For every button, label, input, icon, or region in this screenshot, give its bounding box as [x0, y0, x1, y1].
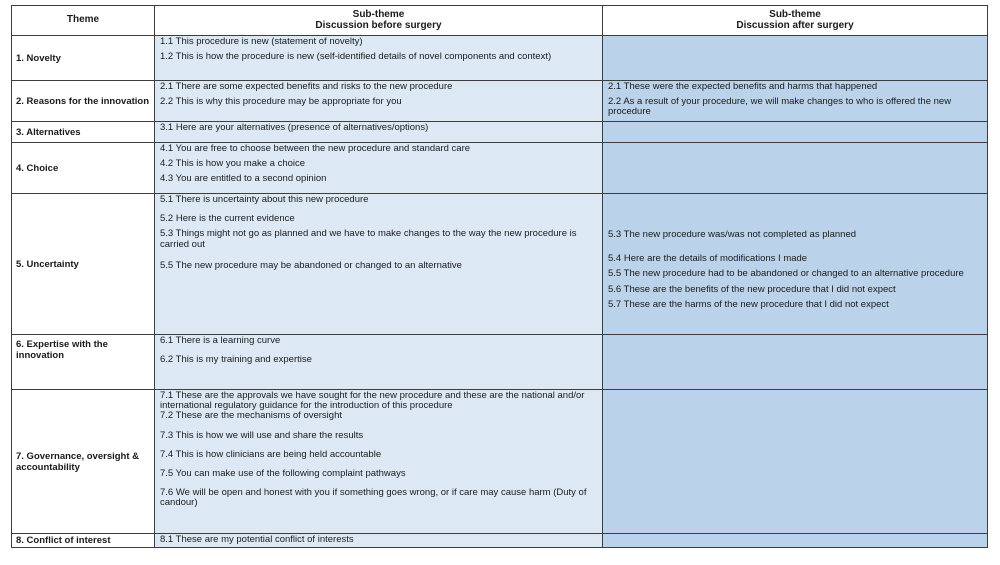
subtheme-item: 2.2 As a result of your procedure, we will make changes to who is offered the new procedure: [608, 96, 952, 118]
before-cell: [155, 143, 603, 194]
subtheme-item: 6.2 This is my training and expertise: [160, 354, 312, 366]
table-row: [12, 36, 988, 81]
after-cell: [603, 194, 988, 335]
before-cell: [155, 335, 603, 390]
subtheme-item: 6.1 There is a learning curve: [160, 335, 281, 346]
subtheme-item: 5.3 Things might not go as planned and we have to make changes to the way the new procedure is carried out: [160, 228, 577, 250]
header-before-surgery: [155, 6, 603, 36]
theme-cell: 4. Choice: [12, 143, 155, 194]
theme-cell: 2. Reasons for the innovation: [12, 81, 155, 122]
after-cell: [603, 81, 988, 122]
subtheme-item: 4.2 This is how you make a choice: [160, 158, 306, 170]
subtheme-item: 7.6 We will be open and honest with you if something goes wrong, or if care may cause harm (Duty of candour): [160, 487, 587, 509]
theme-cell: 3. Alternatives: [12, 122, 155, 143]
before-cell: [155, 390, 603, 534]
header-before-line2: Discussion before surgery: [315, 20, 442, 31]
table-row: [12, 143, 988, 194]
header-after-surgery: [603, 6, 988, 36]
before-cell: [155, 194, 603, 335]
subtheme-item: 7.4 This is how clinicians are being held accountable: [160, 448, 382, 460]
header-row: [12, 6, 988, 36]
header-after-line1: Sub-theme: [769, 9, 821, 20]
subtheme-item: 5.2 Here is the current evidence: [160, 213, 295, 225]
subtheme-item: 5.4 Here are the details of modifications I made: [608, 253, 808, 265]
subtheme-item: 3.1 Here are your alternatives (presence of alternatives/options): [160, 122, 429, 133]
subtheme-item: 7.2 These are the mechanisms of oversight: [160, 410, 343, 422]
subtheme-item: 2.2 This is why this procedure may be appropriate for you: [160, 96, 402, 108]
table-row: [12, 390, 988, 534]
before-cell: [155, 122, 603, 143]
header-before-line1: Sub-theme: [352, 9, 405, 20]
before-cell: [155, 534, 603, 548]
theme-cell: 5. Uncertainty: [12, 194, 155, 335]
table-row: [12, 534, 988, 548]
theme-cell: 7. Governance, oversight & accountability: [12, 390, 155, 534]
theme-cell: 1. Novelty: [12, 36, 155, 81]
subtheme-item: 2.1 There are some expected benefits and risks to the new procedure: [160, 81, 453, 92]
after-cell: [603, 335, 988, 390]
header-theme: Theme: [12, 6, 155, 36]
subtheme-item: 5.3 The new procedure was/was not completed as planned: [608, 229, 857, 240]
subtheme-item: 7.1 These are the approvals we have sought for the new procedure and these are the national and/or international regulatory guidance for the introduction of this procedure: [160, 390, 585, 412]
after-cell: [603, 534, 988, 548]
subtheme-item: 4.3 You are entitled to a second opinion: [160, 173, 327, 185]
subtheme-item: 1.2 This is how the procedure is new (self-identified details of novel components and context): [160, 51, 552, 63]
theme-cell: 6. Expertise with the innovation: [12, 335, 155, 390]
table-row: [12, 335, 988, 390]
subtheme-item: 4.1 You are free to choose between the new procedure and standard care: [160, 143, 471, 154]
before-cell: [155, 81, 603, 122]
subtheme-table-wrapper: [11, 5, 987, 548]
table-row: [12, 122, 988, 143]
after-cell: [603, 36, 988, 81]
subtheme-item: 2.1 These were the expected benefits and harms that happened: [608, 81, 878, 92]
table-row: [12, 81, 988, 122]
subtheme-item: 5.1 There is uncertainty about this new procedure: [160, 194, 369, 205]
subtheme-item: 8.1 These are my potential conflict of interests: [160, 534, 354, 545]
table-row: [12, 194, 988, 335]
subtheme-item: 1.1 This procedure is new (statement of novelty): [160, 36, 363, 47]
subtheme-item: 7.3 This is how we will use and share the results: [160, 429, 364, 441]
subtheme-item: 5.6 These are the benefits of the new procedure that I did not expect: [608, 283, 896, 295]
header-after-line2: Discussion after surgery: [736, 20, 854, 31]
after-cell: [603, 122, 988, 143]
after-cell: [603, 143, 988, 194]
subtheme-item: 5.5 The new procedure had to be abandoned or changed to an alternative procedure: [608, 268, 964, 280]
theme-cell: 8. Conflict of interest: [12, 534, 155, 548]
subtheme-item: 7.5 You can make use of the following complaint pathways: [160, 468, 406, 480]
subtheme-table: [11, 5, 988, 548]
after-cell: [603, 390, 988, 534]
subtheme-item: 5.7 These are the harms of the new procedure that I did not expect: [608, 298, 889, 310]
before-cell: [155, 36, 603, 81]
subtheme-item: 5.5 The new procedure may be abandoned or changed to an alternative: [160, 259, 462, 271]
